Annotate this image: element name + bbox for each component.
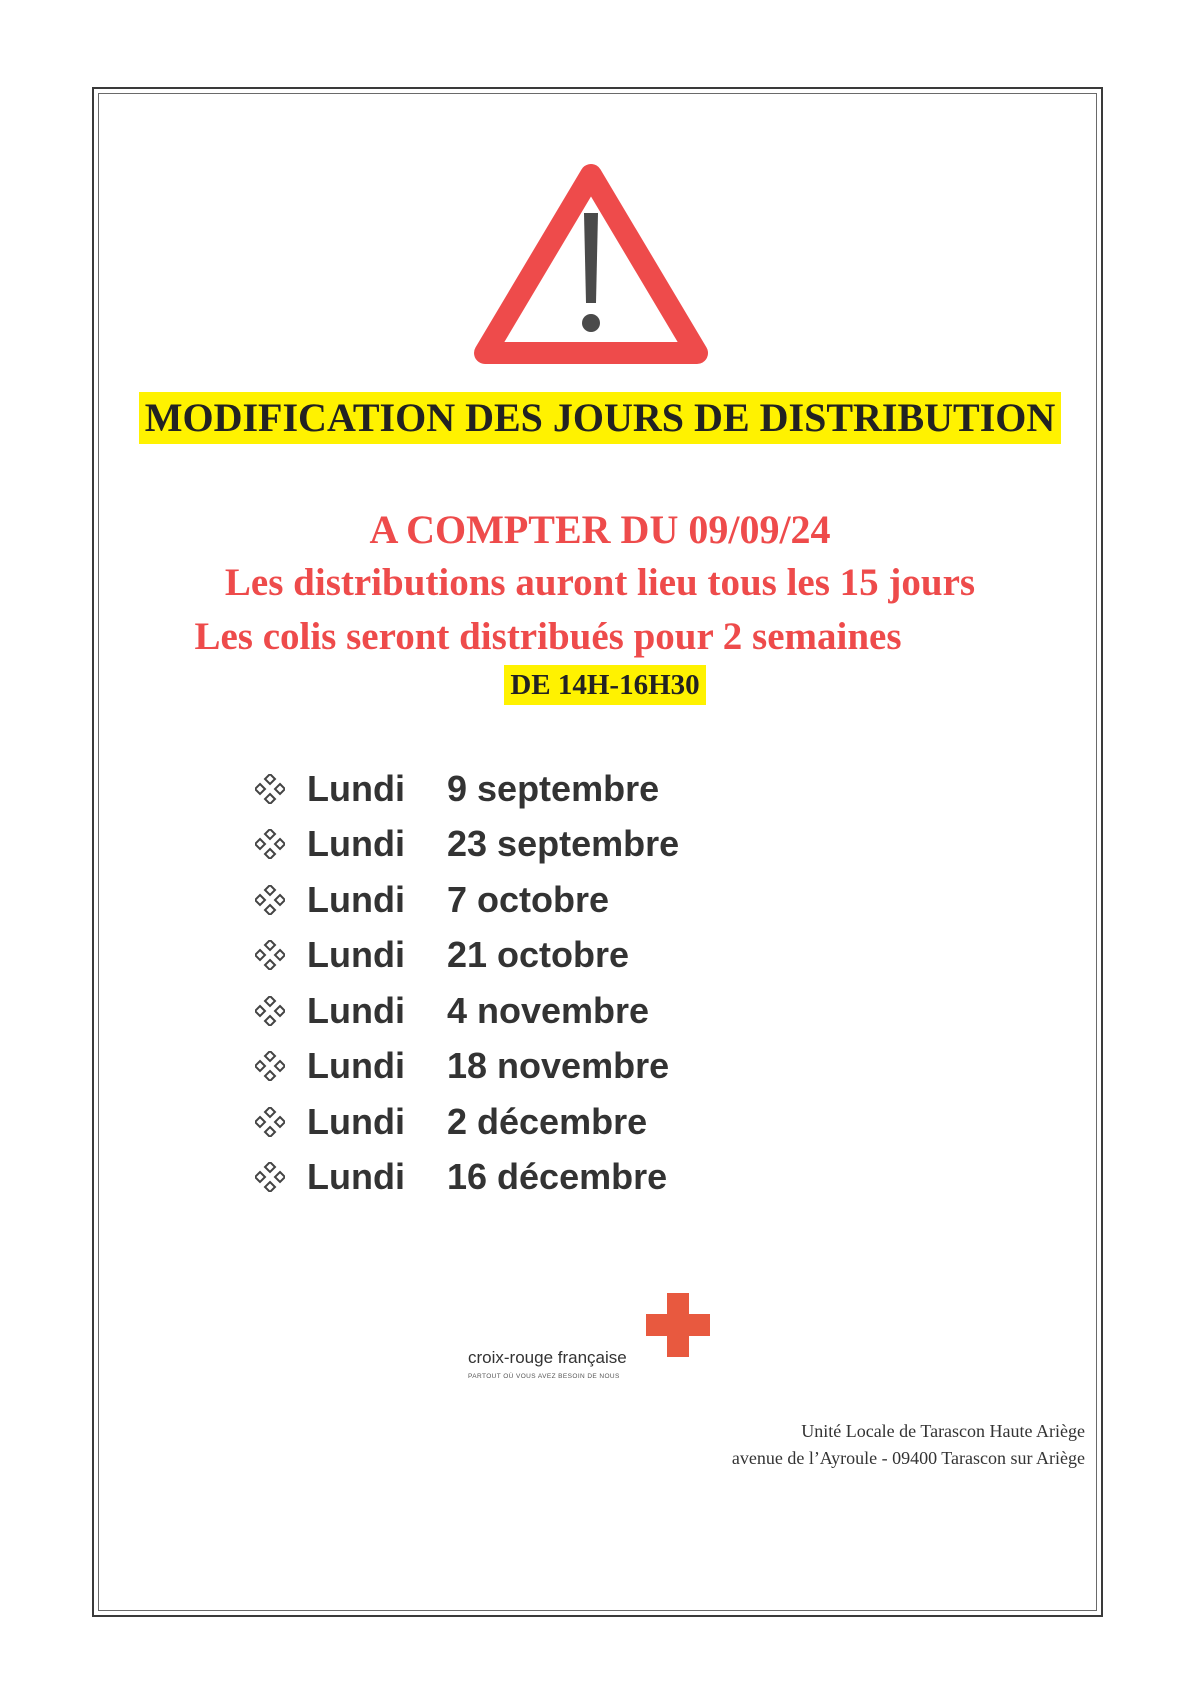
date-value: 21 octobre: [447, 934, 630, 976]
date-day: Lundi: [307, 1156, 405, 1198]
date-value: 9 septembre: [447, 767, 660, 809]
date-list-item: [255, 1094, 679, 1150]
date-list-item: [255, 1150, 679, 1206]
four-diamond-bullet-icon: [255, 829, 285, 859]
date-list-item: [255, 1039, 679, 1095]
four-diamond-bullet-icon: [255, 1107, 285, 1137]
date-list-item: [255, 817, 679, 873]
start-date-line: A COMPTER DU 09/09/24: [369, 507, 831, 552]
date-day: Lundi: [307, 1100, 405, 1142]
date-day: Lundi: [307, 1045, 405, 1087]
address-line-1: Unité Locale de Tarascon Haute Ariège: [801, 1421, 1085, 1441]
date-day: Lundi: [307, 823, 405, 865]
hours-row: [0, 665, 1200, 705]
date-day: Lundi: [307, 767, 405, 809]
hours-label: DE 14H-16H30: [504, 665, 705, 705]
date-value: 16 décembre: [447, 1156, 668, 1198]
date-list-item: [255, 928, 679, 984]
date-value: 18 novembre: [447, 1045, 670, 1087]
distribution-dates-list: [255, 761, 679, 1205]
headline-row: [0, 392, 1200, 444]
date-day: Lundi: [307, 878, 405, 920]
warning-triangle-icon: [465, 155, 717, 375]
four-diamond-bullet-icon: [255, 996, 285, 1026]
date-value: 7 octobre: [447, 878, 610, 920]
date-day: Lundi: [307, 934, 405, 976]
parcel-line: Les colis seront distribués pour 2 semaines: [194, 615, 902, 658]
four-diamond-bullet-icon: [255, 774, 285, 804]
four-diamond-bullet-icon: [255, 1162, 285, 1192]
date-value: 4 novembre: [447, 989, 650, 1031]
date-list-item: [255, 761, 679, 817]
address-line-2: avenue de l’Ayroule - 09400 Tarascon sur Ariège: [731, 1448, 1085, 1468]
red-cross-icon: [646, 1293, 710, 1357]
four-diamond-bullet-icon: [255, 885, 285, 915]
logo-tagline: PARTOUT OÙ VOUS AVEZ BESOIN DE NOUS: [468, 1373, 620, 1380]
four-diamond-bullet-icon: [255, 1051, 285, 1081]
frequency-line: Les distributions auront lieu tous les 15 jours: [224, 561, 976, 604]
date-list-item: [255, 983, 679, 1039]
date-list-item: [255, 872, 679, 928]
logo-name: croix-rouge française: [468, 1348, 627, 1367]
croix-rouge-logo: [468, 1293, 718, 1388]
four-diamond-bullet-icon: [255, 940, 285, 970]
date-day: Lundi: [307, 989, 405, 1031]
headline: MODIFICATION DES JOURS DE DISTRIBUTION: [139, 392, 1062, 444]
address-block: [732, 1418, 1085, 1472]
date-value: 2 décembre: [447, 1100, 648, 1142]
date-value: 23 septembre: [447, 823, 680, 865]
